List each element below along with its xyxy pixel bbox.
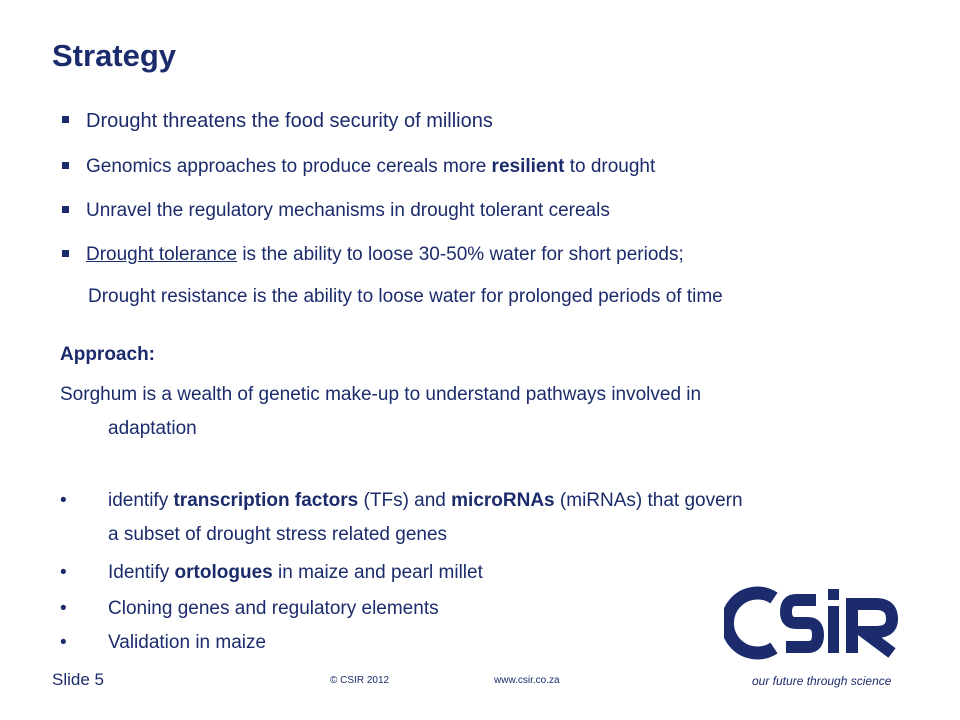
approach-paragraph	[60, 378, 920, 446]
approach-line: adaptation	[108, 418, 197, 439]
bullet-dot-icon: •	[60, 490, 67, 511]
slide-title: Strategy	[52, 38, 177, 73]
bullet-text: Cloning genes and regulatory elements	[108, 598, 439, 619]
bullet-text: a subset of drought stress related genes	[108, 524, 448, 545]
bullet-text: Genomics approaches to produce cereals more resilient to drought	[86, 156, 656, 177]
square-bullet-icon	[62, 162, 69, 169]
square-bullet-icon	[62, 206, 69, 213]
bullet-continuation: Drought resistance is the ability to loose water for prolonged periods of time	[88, 286, 723, 307]
bullet-text: Unravel the regulatory mechanisms in drought tolerant cereals	[86, 200, 610, 221]
footer-url: www.csir.co.za	[494, 675, 560, 686]
bullet-text: Validation in maize	[108, 632, 267, 653]
bullet-dot-icon: •	[60, 598, 67, 619]
bullet-dot-icon: •	[60, 562, 67, 583]
square-bullet-icon	[62, 116, 69, 123]
approach-line: Sorghum is a wealth of genetic make-up to understand pathways involved in	[60, 384, 702, 405]
logo-tagline: our future through science	[752, 674, 892, 688]
bullet-text: Drought threatens the food security of millions	[86, 110, 493, 132]
bullet-text: Identify ortologues in maize and pearl millet	[108, 562, 483, 583]
bullet-text: identify transcription factors (TFs) and microRNAs (miRNAs) that govern	[108, 490, 743, 511]
slide-number: Slide 5	[52, 670, 104, 689]
approach-heading: Approach:	[60, 344, 155, 365]
csir-logo	[724, 584, 904, 662]
bullet-text: Drought tolerance is the ability to loose 30-50% water for short periods;	[86, 244, 684, 265]
square-bullet-icon	[62, 250, 69, 257]
footer-copyright: © CSIR 2012	[330, 675, 390, 686]
bullet-dot-icon: •	[60, 632, 67, 653]
